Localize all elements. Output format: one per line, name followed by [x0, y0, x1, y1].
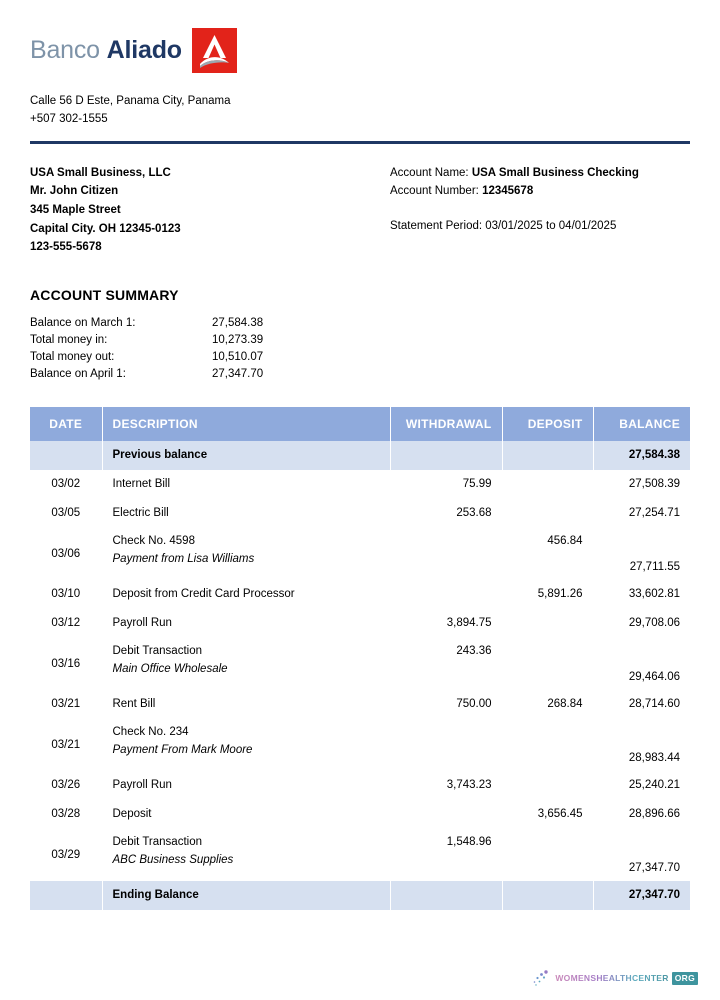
ending-balance-amount: 27,347.70	[593, 881, 690, 910]
row-date: 03/10	[30, 580, 102, 609]
row-balance: 27,347.70	[628, 861, 680, 874]
row-description	[102, 528, 390, 580]
summary-value-0: 27,584.38	[212, 316, 264, 329]
bank-address: Calle 56 D Este, Panama City, Panama	[30, 95, 231, 107]
row-deposit	[502, 470, 593, 499]
row-description-sub: Payment from Lisa Williams	[112, 552, 255, 565]
ending-balance-label: Ending Balance	[102, 881, 390, 910]
watermark-text: WOMENSHEALTHCENTER	[555, 973, 669, 983]
row-date: 03/16	[30, 638, 102, 690]
account-summary-title: ACCOUNT SUMMARY	[30, 286, 179, 303]
row-balance: 28,714.60	[628, 698, 680, 711]
row-deposit	[502, 719, 593, 771]
row-withdrawal: 243.36	[390, 638, 502, 690]
row-withdrawal: 750.00	[390, 690, 502, 719]
bank-name-bold: Aliado	[106, 36, 182, 64]
row-description	[102, 470, 390, 499]
ending-balance-withdrawal	[390, 881, 502, 910]
footer-watermark	[532, 968, 698, 988]
summary-row	[30, 334, 263, 351]
row-description-main: Check No. 234	[112, 725, 189, 738]
table-row	[30, 470, 690, 499]
row-deposit	[502, 499, 593, 528]
account-number-row	[390, 182, 690, 200]
row-description-sub: Main Office Wholesale	[112, 662, 228, 675]
table-row	[30, 719, 690, 771]
row-description	[102, 580, 390, 609]
table-row	[30, 829, 690, 881]
row-description-main: Debit Transaction	[112, 835, 202, 848]
row-description-main: Rent Bill	[112, 698, 156, 711]
summary-value-3: 27,347.70	[212, 367, 264, 380]
ending-balance-row	[30, 881, 690, 910]
row-deposit	[502, 771, 593, 800]
row-description-main: Payroll Run	[112, 779, 172, 792]
table-row	[30, 499, 690, 528]
row-withdrawal: 1,548.96	[390, 829, 502, 881]
row-date: 03/28	[30, 800, 102, 829]
summary-label-1: Total money in:	[30, 333, 108, 346]
summary-label-2: Total money out:	[30, 350, 115, 363]
transactions-table	[30, 407, 690, 910]
row-description-main: Electric Bill	[112, 507, 169, 520]
column-header-balance: BALANCE	[593, 407, 690, 441]
row-description-main: Debit Transaction	[112, 644, 202, 657]
watermark-badge: ORG	[672, 972, 698, 985]
row-description	[102, 771, 390, 800]
row-withdrawal	[390, 580, 502, 609]
bank-phone: +507 302-1555	[30, 112, 108, 125]
summary-row	[30, 351, 263, 368]
table-row	[30, 771, 690, 800]
table-row	[30, 580, 690, 609]
column-header-date: DATE	[30, 407, 102, 441]
customer-address-block	[30, 164, 181, 257]
statement-period: Statement Period: 03/01/2025 to 04/01/2025	[390, 220, 617, 233]
customer-line-0: USA Small Business, LLC	[30, 166, 171, 179]
row-description-main: Check No. 4598	[112, 534, 195, 547]
header-divider	[30, 141, 690, 144]
bank-name-light: Banco	[30, 36, 100, 64]
customer-line-2: 345 Maple Street	[30, 203, 121, 216]
account-number-value: 12345678	[482, 185, 534, 198]
row-deposit: 456.84	[502, 528, 593, 580]
row-description	[102, 499, 390, 528]
row-description	[102, 829, 390, 881]
row-balance: 25,240.21	[628, 779, 680, 792]
row-date: 03/02	[30, 470, 102, 499]
column-header-withdrawal: WITHDRAWAL	[390, 407, 502, 441]
bank-address-block	[30, 93, 690, 129]
row-description	[102, 638, 390, 690]
bank-logo-wordmark	[30, 38, 182, 63]
letterhead	[30, 0, 690, 73]
row-balance: 27,254.71	[628, 507, 680, 520]
transactions-body	[30, 441, 690, 910]
account-info-block	[360, 164, 690, 257]
summary-label-0: Balance on March 1:	[30, 316, 136, 329]
previous-balance-date	[30, 441, 102, 470]
table-row	[30, 609, 690, 638]
summary-label-3: Balance on April 1:	[30, 367, 126, 380]
dots-decoration-icon	[532, 969, 552, 987]
table-row	[30, 638, 690, 690]
row-description	[102, 719, 390, 771]
banco-aliado-triangle-mark-icon	[192, 28, 237, 73]
row-description-main: Deposit	[112, 808, 152, 821]
row-deposit: 3,656.45	[502, 800, 593, 829]
table-row	[30, 800, 690, 829]
row-description-main: Deposit from Credit Card Processor	[112, 588, 295, 601]
summary-row	[30, 317, 263, 334]
row-date: 03/21	[30, 719, 102, 771]
row-date: 03/05	[30, 499, 102, 528]
row-description-sub: ABC Business Supplies	[112, 853, 234, 866]
row-deposit: 5,891.26	[502, 580, 593, 609]
row-description-main: Internet Bill	[112, 478, 171, 491]
row-withdrawal	[390, 800, 502, 829]
previous-balance-row	[30, 441, 690, 470]
table-row	[30, 690, 690, 719]
summary-value-2: 10,510.07	[212, 350, 264, 363]
summary-row	[30, 368, 263, 385]
customer-line-4: 123-555-5678	[30, 241, 102, 254]
account-name-value: USA Small Business Checking	[471, 166, 639, 179]
previous-balance-label: Previous balance	[102, 441, 390, 470]
row-description-main: Payroll Run	[112, 617, 172, 630]
transactions-section	[30, 407, 690, 910]
summary-value-1: 10,273.39	[212, 333, 264, 346]
table-row	[30, 528, 690, 580]
row-description-sub: Payment From Mark Moore	[112, 743, 253, 756]
row-deposit: 268.84	[502, 690, 593, 719]
row-description	[102, 609, 390, 638]
parties-section	[30, 164, 690, 257]
row-balance: 29,464.06	[628, 670, 680, 683]
row-date: 03/06	[30, 528, 102, 580]
row-withdrawal: 3,743.23	[390, 771, 502, 800]
row-deposit	[502, 829, 593, 881]
row-balance: 28,983.44	[628, 751, 680, 764]
table-header-row	[30, 407, 690, 441]
ending-balance-deposit	[502, 881, 593, 910]
column-header-description: DESCRIPTION	[102, 407, 390, 441]
column-header-deposit: DEPOSIT	[502, 407, 593, 441]
row-withdrawal: 3,894.75	[390, 609, 502, 638]
previous-balance-withdrawal	[390, 441, 502, 470]
row-balance: 29,708.06	[628, 617, 680, 630]
previous-balance-deposit	[502, 441, 593, 470]
ending-balance-date	[30, 881, 102, 910]
row-deposit	[502, 638, 593, 690]
row-balance: 33,602.81	[628, 588, 680, 601]
account-name-label: Account Name:	[390, 166, 469, 179]
customer-line-1: Mr. John Citizen	[30, 185, 119, 198]
row-description	[102, 690, 390, 719]
row-date: 03/21	[30, 690, 102, 719]
row-withdrawal: 253.68	[390, 499, 502, 528]
account-number-label: Account Number:	[390, 185, 479, 198]
row-deposit	[502, 609, 593, 638]
row-date: 03/12	[30, 609, 102, 638]
account-summary-table	[30, 317, 263, 385]
row-description	[102, 800, 390, 829]
row-date: 03/26	[30, 771, 102, 800]
row-withdrawal	[390, 719, 502, 771]
row-balance: 28,896.66	[628, 808, 680, 821]
customer-line-3: Capital City. OH 12345-0123	[30, 222, 181, 235]
row-date: 03/29	[30, 829, 102, 881]
row-withdrawal: 75.99	[390, 470, 502, 499]
account-name-row	[390, 164, 690, 182]
previous-balance-amount: 27,584.38	[593, 441, 690, 470]
row-withdrawal	[390, 528, 502, 580]
row-balance: 27,508.39	[628, 478, 680, 491]
row-balance: 27,711.55	[629, 560, 680, 573]
